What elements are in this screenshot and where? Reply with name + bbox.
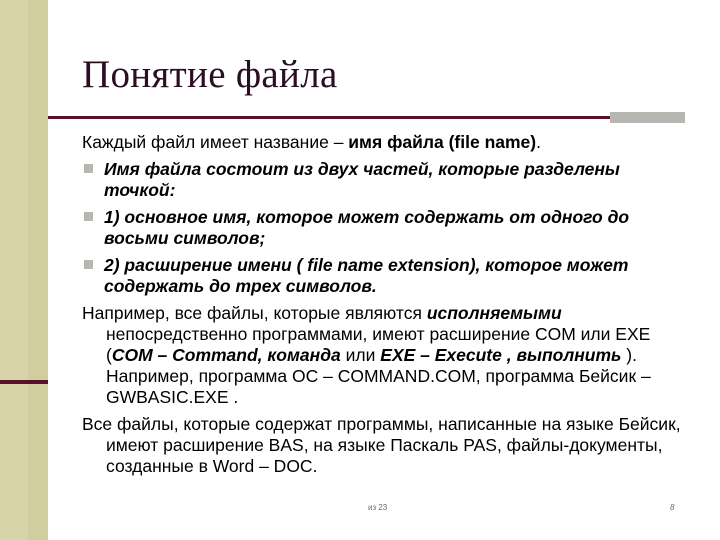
intro-paragraph	[82, 132, 694, 153]
bullet-text: 1) основное имя, которое может содержать от одного до восьми символов;	[104, 207, 630, 248]
square-bullet-icon	[84, 164, 93, 173]
example-term-2: COM – Command, команда	[111, 345, 341, 365]
intro-term: имя файла (file name)	[348, 132, 537, 152]
bullet-text: 2) расширение имени ( file name extension), которое может содержать до трех символов.	[104, 255, 629, 296]
square-bullet-icon	[84, 212, 93, 221]
sidebar-rule	[0, 380, 48, 384]
title-underline	[48, 116, 660, 119]
bullet-text: Имя файла состоит из двух частей, которые разделены точкой:	[104, 159, 620, 200]
example-text-2: непосредственно программами, имеют расширение COM или EXE (	[106, 324, 651, 365]
example-text-1: Например, все файлы, которые являются	[82, 303, 427, 323]
square-bullet-icon	[84, 260, 93, 269]
example-text-3: или	[340, 345, 381, 365]
intro-text: Каждый файл имеет название –	[82, 132, 349, 152]
page-number: 8	[670, 503, 675, 512]
intro-end: .	[536, 132, 541, 152]
example-term-3: EXE – Execute , выполнить	[380, 345, 622, 365]
slide-count: из 23	[368, 503, 388, 512]
sidebar-stripe	[28, 0, 48, 540]
list-item	[82, 255, 694, 297]
slide-title: Понятие файла	[82, 53, 338, 96]
list-item	[82, 159, 694, 201]
closing-paragraph: Все файлы, которые содержат программы, написанные на языке Бейсик, имеют расширение BAS, на языке Паскаль PAS, файлы-документы, созданные в Word – DOC.	[82, 414, 681, 476]
example-paragraph	[82, 303, 694, 408]
title-underline-accent	[610, 112, 685, 123]
example-term-1: исполняемыми	[426, 303, 562, 323]
list-item	[82, 207, 694, 249]
example-text-4: ). Например, программа ОС – COMMAND.COM, программа Бейсик – GWBASIC.EXE .	[106, 345, 651, 407]
slide-body	[82, 132, 694, 483]
